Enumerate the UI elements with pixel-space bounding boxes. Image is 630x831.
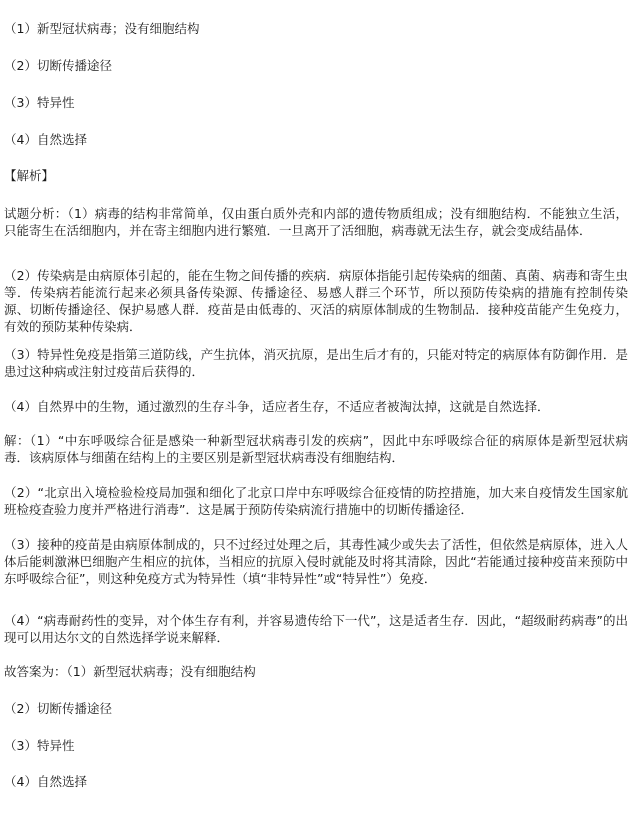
final-answer-1: 故答案为：（1）新型冠状病毒；没有细胞结构 — [4, 664, 256, 679]
answer-2: （2）切断传播途径 — [4, 58, 112, 73]
solution-paragraph-3: （3）接种的疫苗是由病原体制成的，只不过经过处理之后，其毒性减少或失去了活性，但依然是病原体，进入人体后能刺激淋巴细胞产生相应的抗体，当相应的抗原入侵时就能及时将其清除，因此“若能通过接种疫苗来预防中东呼吸综合征”，则这种免疫方式为特异性（填“非特异性”或“特异性”）免疫． — [4, 537, 628, 586]
answer-1: （1）新型冠状病毒；没有细胞结构 — [4, 21, 200, 36]
answer-3: （3）特异性 — [4, 95, 75, 110]
solution-paragraph-4: （4）“病毒耐药性的变异，对个体生存有利，并容易遗传给下一代”，这是适者生存．因此，“超级耐药病毒”的出现可以用达尔文的自然选择学说来解释． — [4, 613, 628, 645]
analysis-heading: 【解析】 — [4, 168, 55, 183]
analysis-paragraph-3: （3）特异性免疫是指第三道防线，产生抗体，消灭抗原，是出生后才有的，只能对特定的病原体有防御作用．是患过这种病或注射过疫苗后获得的． — [4, 347, 628, 379]
final-answer-3: （3）特异性 — [4, 738, 75, 753]
analysis-paragraph-2: （2）传染病是由病原体引起的，能在生物之间传播的疾病．病原体指能引起传染病的细菌、真菌、病毒和寄生虫等．传染病若能流行起来必须具备传染源、传播途径、易感人群三个环节，所以预防传染病的措施有控制传染源、切断传播途径、保护易感人群．疫苗是由低毒的、灭活的病原体制成的生物制品．接种疫苗能产生免疫力，有效的预防某种传染病． — [4, 268, 628, 334]
final-answer-2: （2）切断传播途径 — [4, 701, 112, 716]
analysis-paragraph-1: 试题分析：（1）病毒的结构非常简单，仅由蛋白质外壳和内部的遗传物质组成；没有细胞结构．不能独立生活，只能寄生在活细胞内，并在寄主细胞内进行繁殖．一旦离开了活细胞，病毒就无法生存，就会变成结晶体． — [4, 206, 628, 238]
answer-4: （4）自然选择 — [4, 132, 87, 147]
analysis-paragraph-4: （4）自然界中的生物，通过激烈的生存斗争，适应者生存，不适应者被淘汰掉，这就是自然选择． — [4, 399, 550, 414]
solution-paragraph-2: （2）“北京出入境检验检疫局加强和细化了北京口岸中东呼吸综合征疫情的防控措施，加大来自疫情发生国家航班检疫查验力度并严格进行消毒”．这是属于预防传染病流行措施中的切断传播途径． — [4, 485, 628, 517]
solution-paragraph-1: 解：（1）“中东呼吸综合征是感染一种新型冠状病毒引发的疾病”，因此中东呼吸综合征的病原体是新型冠状病毒．该病原体与细菌在结构上的主要区别是新型冠状病毒没有细胞结构． — [4, 433, 628, 465]
final-answer-4: （4）自然选择 — [4, 774, 87, 789]
